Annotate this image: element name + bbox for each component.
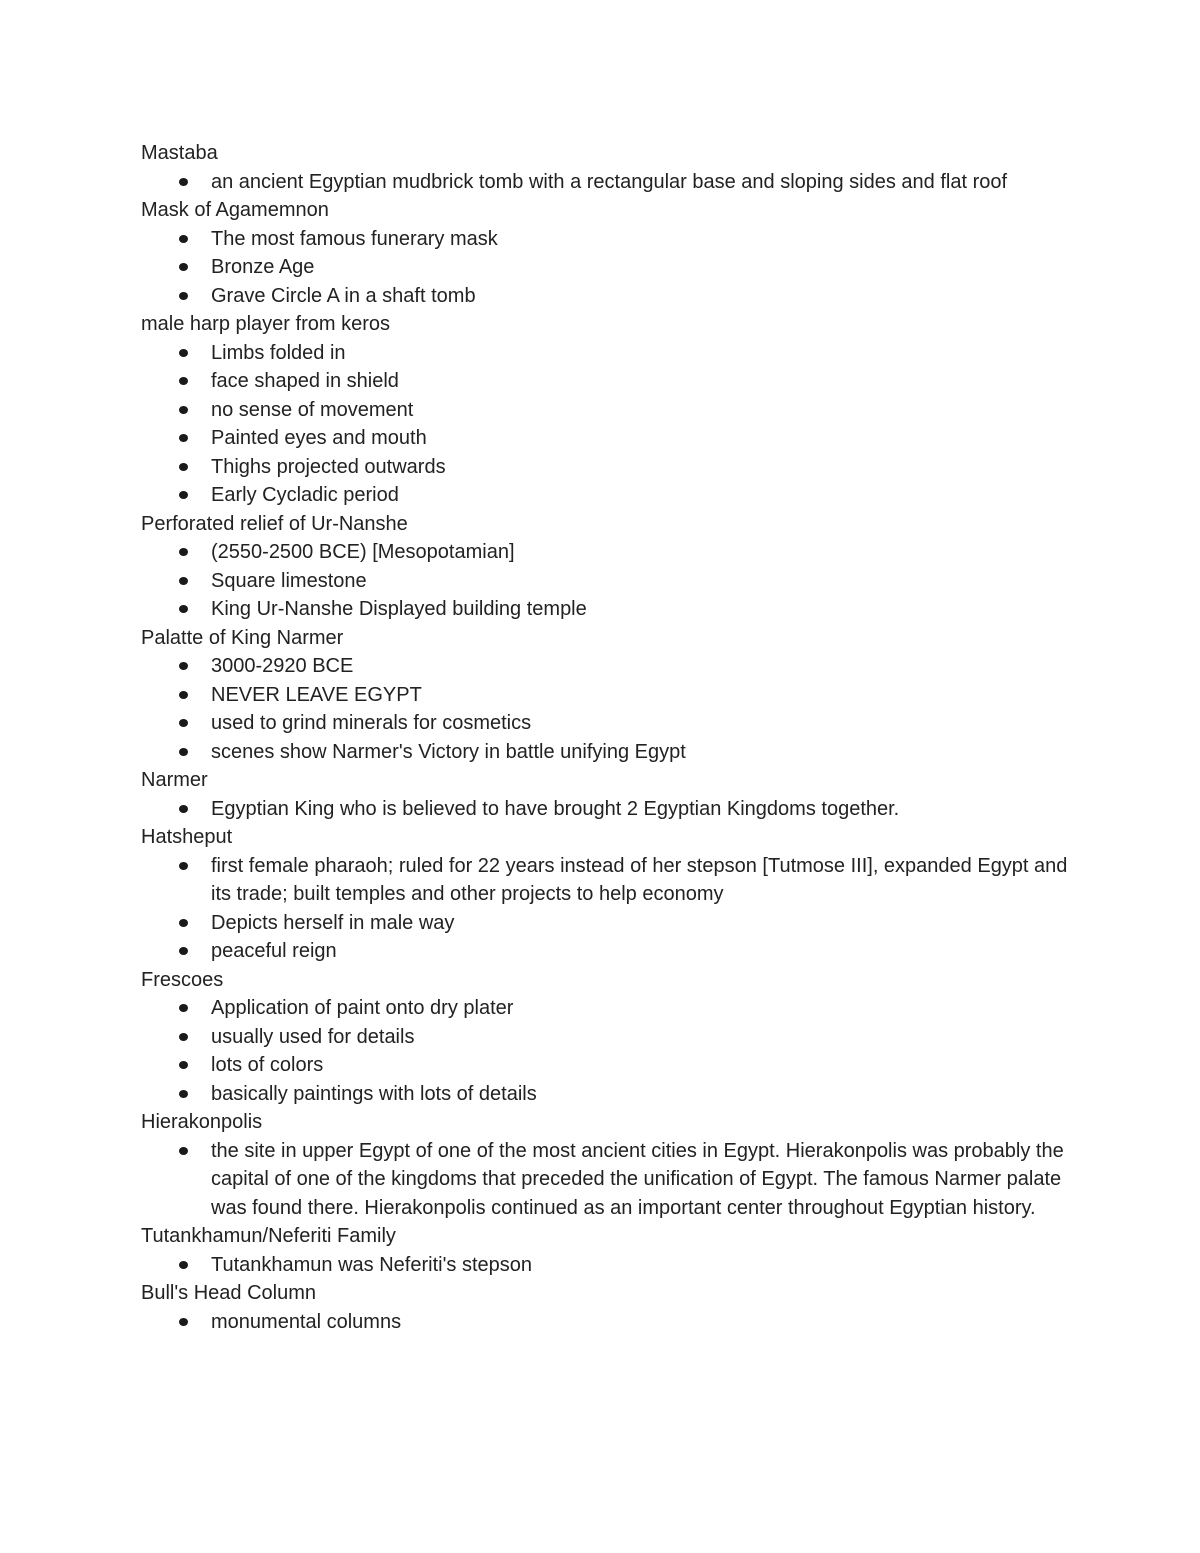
term-heading: Hatsheput	[141, 826, 233, 848]
bullet-list	[141, 1251, 1071, 1280]
bullet-text: (2550-2500 BCE) [Mesopotamian]	[211, 541, 515, 563]
bullet-text: Painted eyes and mouth	[211, 427, 427, 449]
bullet-text: scenes show Narmer's Victory in battle unifying Egypt	[211, 740, 686, 763]
bullet-text: first female pharaoh; ruled for 22 years instead of her stepson [Tutmose III], expanded Egypt and its trade; built temples and other projects to help economy	[211, 854, 1068, 905]
bullet-dot-icon	[179, 691, 188, 699]
bullet-dot-icon	[179, 349, 188, 357]
term-heading: Mastaba	[141, 142, 218, 164]
bullet-dot-icon	[179, 1261, 188, 1269]
term-heading: Narmer	[141, 769, 208, 791]
bullet-dot-icon	[179, 947, 188, 955]
bullet-text: Grave Circle A in a shaft tomb	[211, 284, 476, 307]
bullet-item	[141, 1080, 1071, 1109]
bullet-dot-icon	[179, 719, 188, 727]
bullet-list	[141, 339, 1071, 510]
bullet-text: Depicts herself in male way	[211, 911, 455, 934]
bullet-list	[141, 994, 1071, 1108]
bullet-dot-icon	[179, 548, 188, 556]
bullet-item	[141, 225, 1071, 254]
bullet-item	[141, 253, 1071, 282]
bullet-text: face shaped in shield	[211, 370, 399, 392]
bullet-dot-icon	[179, 491, 188, 499]
bullet-text: an ancient Egyptian mudbrick tomb with a rectangular base and sloping sides and flat roof	[211, 170, 1008, 193]
bullet-item	[141, 1308, 1071, 1337]
bullet-dot-icon	[179, 919, 188, 927]
bullet-text: usually used for details	[211, 1025, 415, 1048]
bullet-item	[141, 909, 1071, 938]
bullet-dot-icon	[179, 292, 188, 300]
bullet-text: The most famous funerary mask	[211, 227, 498, 250]
bullet-dot-icon	[179, 1033, 188, 1041]
bullet-list	[141, 225, 1071, 311]
bullet-list	[141, 168, 1071, 197]
bullet-dot-icon	[179, 577, 188, 585]
bullet-item	[141, 709, 1071, 738]
bullet-item	[141, 595, 1071, 624]
bullet-dot-icon	[179, 377, 188, 385]
bullet-text: Tutankhamun was Neferiti's stepson	[211, 1253, 533, 1276]
bullet-dot-icon	[179, 235, 188, 243]
bullet-dot-icon	[179, 406, 188, 414]
bullet-item	[141, 852, 1071, 909]
bullet-list	[141, 1137, 1071, 1223]
bullet-item	[141, 937, 1071, 966]
bullet-dot-icon	[179, 1090, 188, 1098]
bullet-text: Application of paint onto dry plater	[211, 997, 514, 1019]
bullet-dot-icon	[179, 463, 188, 471]
term-heading: Perforated relief of Ur-Nanshe	[141, 512, 408, 535]
bullet-item	[141, 168, 1071, 197]
term-heading: Bull's Head Column	[141, 1282, 317, 1304]
bullet-dot-icon	[179, 748, 188, 756]
bullet-text: Bronze Age	[211, 256, 315, 278]
bullet-dot-icon	[179, 1147, 188, 1155]
bullet-text: monumental columns	[211, 1310, 402, 1333]
bullet-text: basically paintings with lots of details	[211, 1082, 537, 1105]
bullet-text: lots of colors	[211, 1054, 324, 1076]
bullet-dot-icon	[179, 1004, 188, 1012]
bullet-text: used to grind minerals for cosmetics	[211, 712, 532, 734]
bullet-item	[141, 738, 1071, 767]
bullet-item	[141, 567, 1071, 596]
bullet-item	[141, 1251, 1071, 1280]
bullet-list	[141, 652, 1071, 766]
bullet-dot-icon	[179, 263, 188, 271]
term-heading: Tutankhamun/Neferiti Family	[141, 1225, 396, 1247]
bullet-dot-icon	[179, 605, 188, 613]
term-heading: Mask of Agamemnon	[141, 199, 329, 221]
bullet-dot-icon	[179, 178, 188, 186]
bullet-item	[141, 1051, 1071, 1080]
bullet-text: no sense of movement	[211, 398, 414, 421]
bullet-item	[141, 396, 1071, 425]
bullet-item	[141, 681, 1071, 710]
bullet-text: Limbs folded in	[211, 341, 346, 364]
document-body	[141, 139, 1071, 1336]
bullet-item	[141, 453, 1071, 482]
bullet-text: peaceful reign	[211, 940, 337, 962]
bullet-list	[141, 852, 1071, 966]
bullet-item	[141, 282, 1071, 311]
bullet-dot-icon	[179, 434, 188, 442]
bullet-dot-icon	[179, 862, 188, 870]
bullet-item	[141, 1137, 1071, 1223]
bullet-item	[141, 367, 1071, 396]
term-heading: Palatte of King Narmer	[141, 626, 344, 649]
bullet-text: the site in upper Egypt of one of the most ancient cities in Egypt. Hierakonpolis was probably the capital of one of the kingdoms that preceded the unification of Egypt. The famous Narmer palate was found there. Hierakonpolis continued as an important center throughout Egyptian history.	[211, 1139, 1064, 1219]
bullet-item	[141, 652, 1071, 681]
bullet-text: Thighs projected outwards	[211, 455, 446, 478]
bullet-text: Square limestone	[211, 569, 367, 592]
bullet-text: King Ur-Nanshe Displayed building temple	[211, 598, 587, 620]
bullet-list	[141, 1308, 1071, 1337]
bullet-list	[141, 795, 1071, 824]
term-heading: Hierakonpolis	[141, 1111, 263, 1133]
bullet-text: Egyptian King who is believed to have brought 2 Egyptian Kingdoms together.	[211, 797, 900, 820]
bullet-text: 3000-2920 BCE	[211, 655, 354, 677]
term-heading: male harp player from keros	[141, 313, 390, 335]
bullet-item	[141, 339, 1071, 368]
bullet-item	[141, 795, 1071, 824]
bullet-item	[141, 424, 1071, 453]
bullet-item	[141, 994, 1071, 1023]
term-heading: Frescoes	[141, 968, 224, 991]
bullet-dot-icon	[179, 662, 188, 670]
bullet-item	[141, 1023, 1071, 1052]
bullet-dot-icon	[179, 1318, 188, 1326]
bullet-item	[141, 538, 1071, 567]
bullet-dot-icon	[179, 805, 188, 813]
bullet-dot-icon	[179, 1061, 188, 1069]
bullet-list	[141, 538, 1071, 624]
bullet-text: Early Cycladic period	[211, 484, 399, 506]
bullet-item	[141, 481, 1071, 510]
bullet-text: NEVER LEAVE EGYPT	[211, 683, 422, 706]
